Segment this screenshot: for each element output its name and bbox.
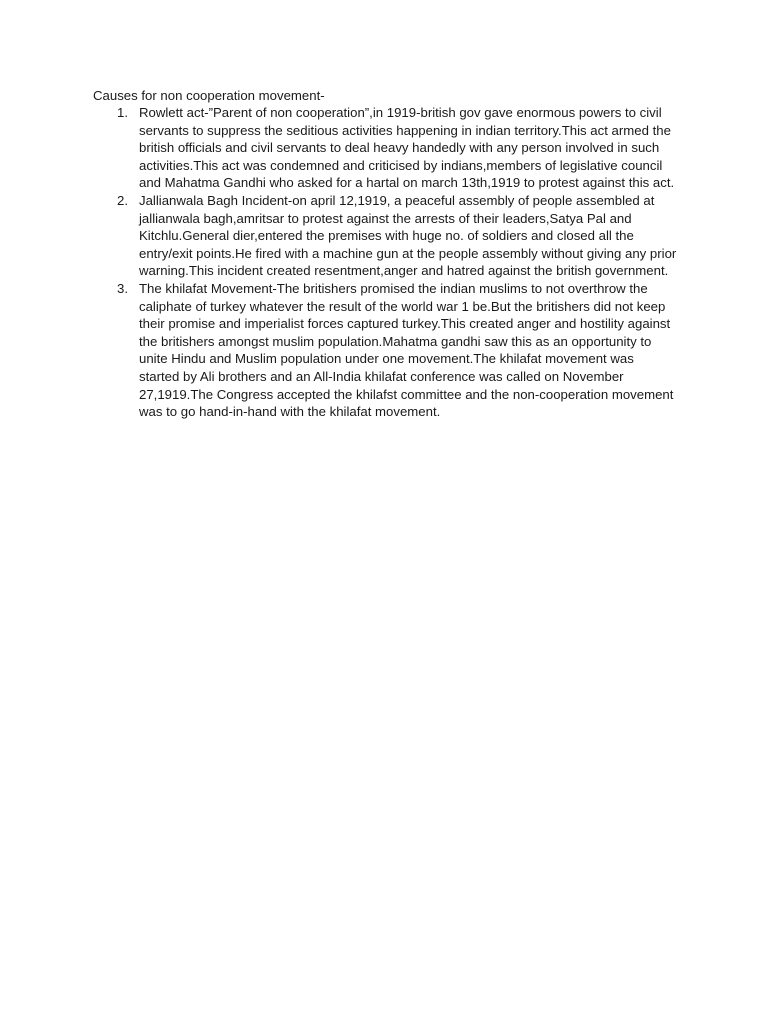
list-item-rowlett-act bbox=[93, 104, 677, 192]
list-item-khilafat-movement bbox=[93, 280, 677, 421]
list-item-jallianwala-bagh bbox=[93, 192, 677, 280]
list-item-number: 2. bbox=[117, 192, 128, 208]
list-item-text: The khilafat Movement-The britishers promised the indian muslims to not overthrow the caliphate of turkey whatever the result of the world war 1 be.But the britishers did not keep their promise and imperialist forces captured turkey.This created anger and hostility against the britishers amongst muslim population.Mahatma gandhi saw this as an opportunity to unite Hindu and Muslim population under one movement.The khilafat movement was started by Ali brothers and an All-India khilafat conference was called on November 27,1919.The Congress accepted the khilafst committee and the non-cooperation movement was to go hand-in-hand with the khilafat movement. bbox=[139, 280, 674, 420]
document-title: Causes for non cooperation movement- bbox=[93, 88, 325, 103]
list-item-number: 1. bbox=[117, 105, 128, 120]
list-item-text: Jallianwala Bagh Incident-on april 12,1919, a peaceful assembly of people assembled at jallianwala bagh,amritsar to protest against the arrests of their leaders,Satya Pal and Kitchlu.General dier,entered the premises with huge no. of soldiers and closed all the entry/exit points.He fired with a machine gun at the people assembly without giving any prior warning.This incident created resentment,anger and hatred against the british government. bbox=[139, 192, 677, 279]
list-item-number: 3. bbox=[117, 280, 128, 296]
causes-list bbox=[93, 104, 677, 421]
list-item-text: Rowlett act-”Parent of non cooperation”,in 1919-british gov gave enormous powers to civil servants to suppress the seditious activities happening in indian territory.This act armed the british officials and civil servants to deal heavy handedly with any person involved in such activities.This act was condemned and criticised by indians,members of legislative council and Mahatma Gandhi who asked for a hartal on march 13th,1919 to protest against this act. bbox=[139, 105, 675, 191]
